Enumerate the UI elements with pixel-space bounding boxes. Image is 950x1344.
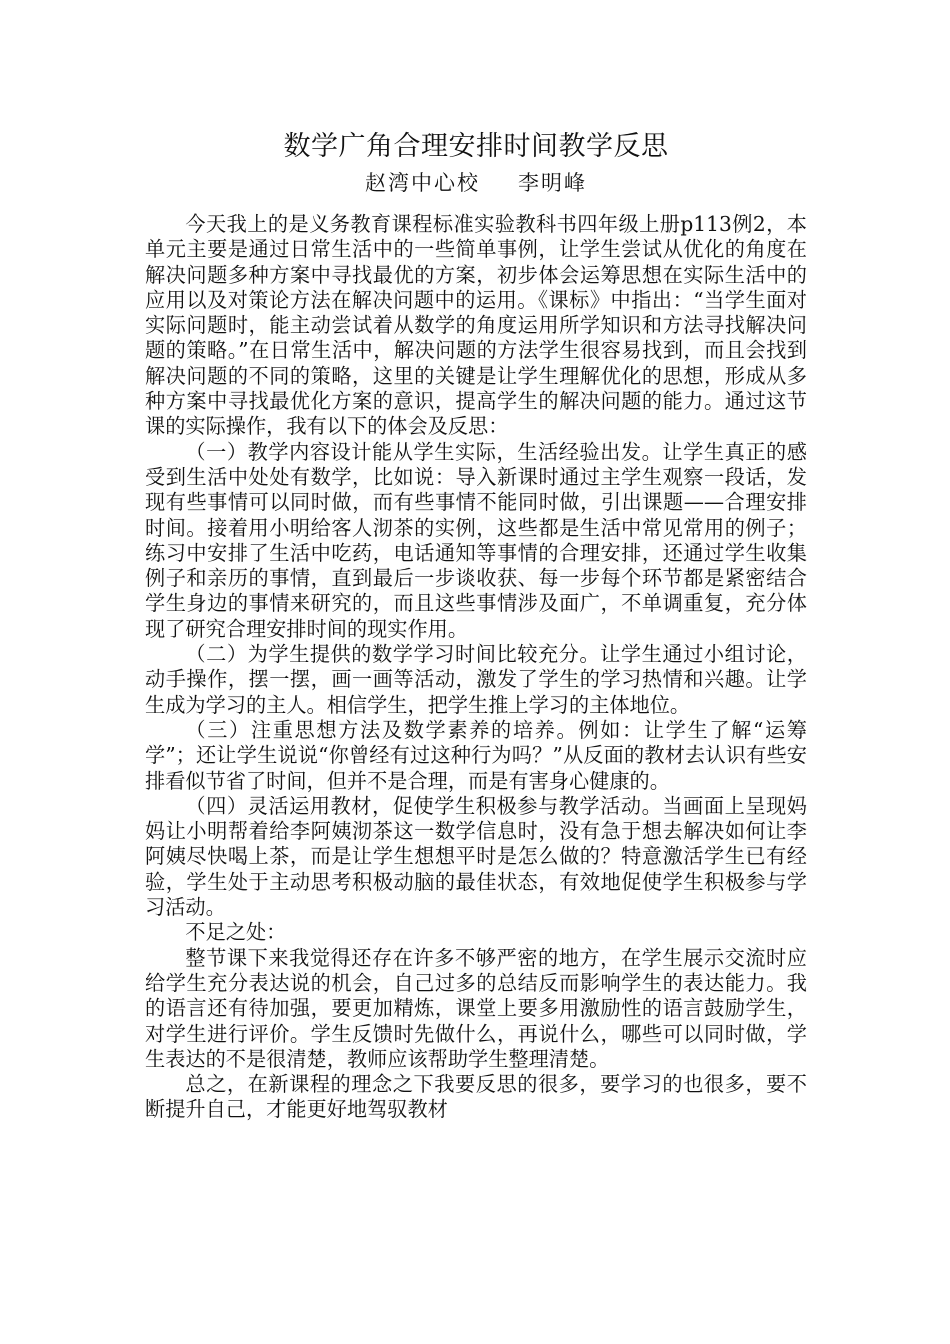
document-page [145, 128, 807, 1123]
author-name: 李明峰 [518, 171, 587, 195]
byline [145, 168, 807, 198]
paragraph-point-1: （一）教学内容设计能从学生实际，生活经验出发。让学生真正的感受到生活中处处有数学，比如说：导入新课时通过主学生观察一段话，发现有些事情可以同时做，而有些事情不能同时做，引出课题——合理安排时间。接着用小明给客人沏茶的实例，这些都是生活中常见常用的例子；练习中安排了生活中吃药，电话通知等事情的合理安排，还通过学生收集例子和亲历的事情，直到最后一步谈收获、每一步每个环节都是紧密结合学生身边的事情来研究的，而且这些事情涉及面广，不单调重复，充分体现了研究合理安排时间的现实作用。 [145, 439, 807, 641]
paragraph-point-4: （四）灵活运用教材，促使学生积极参与教学活动。当画面上呈现妈妈让小明帮着给李阿姨沏茶这一数学信息时，没有急于想去解决如何让李阿姨尽快喝上茶，而是让学生想想平时是怎么做的？特意激活学生已有经验，学生处于主动思考积极动脑的最佳状态，有效地促使学生积极参与学习活动。 [145, 793, 807, 920]
document-title: 数学广角合理安排时间教学反思 [283, 131, 669, 162]
paragraph-intro: 今天我上的是义务教育课程标准实验教科书四年级上册p113例2，本单元主要是通过日常生活中的一些简单事例，让学生尝试从优化的角度在解决问题多种方案中寻找最优的方案，初步体会运筹思想在实际生活中的应用以及对策论方法在解决问题中的运用。《课标》中指出：“当学生面对实际问题时，能主动尝试着从数学的角度运用所学知识和方法寻找解决问题的策略。”在日常生活中，解决问题的方法学生很容易找到，而且会找到解决问题的不同的策略，这里的关键是让学生理解优化的思想，形成从多种方案中寻找最优化方案的意识，提高学生的解决问题的能力。通过这节课的实际操作，我有以下的体会及反思： [145, 212, 807, 439]
paragraph-point-2: （二）为学生提供的数学学习时间比较充分。让学生通过小组讨论，动手操作，摆一摆，画一画等活动，激发了学生的学习热情和兴趣。让学生成为学习的主人。相信学生，把学生推上学习的主体地位。 [145, 642, 807, 717]
paragraph-conclusion: 总之，在新课程的理念之下我要反思的很多，要学习的也很多，要不断提升自己，才能更好地驾驭教材 [145, 1072, 807, 1122]
paragraph-shortcomings: 整节课下来我觉得还存在许多不够严密的地方，在学生展示交流时应给学生充分表达说的机会，自己过多的总结反而影响学生的表达能力。我的语言还有待加强，要更加精炼，课堂上要多用激励性的语言鼓励学生，对学生进行评价。学生反馈时先做什么，再说什么，哪些可以同时做，学生表达的不是很清楚，教师应该帮助学生整理清楚。 [145, 945, 807, 1071]
paragraph-point-3: （三）注重思想方法及数学素养的培养。例如：让学生了解“运筹学”；还让学生说说“你曾经有过这种行为吗？”从反面的教材去认识有些安排看似节省了时间，但并不是合理，而是有害身心健康的。 [145, 717, 807, 793]
paragraph-shortcomings-heading: 不足之处： [185, 920, 287, 945]
school-name: 赵湾中心校 [365, 171, 480, 195]
document-body [145, 212, 807, 1123]
